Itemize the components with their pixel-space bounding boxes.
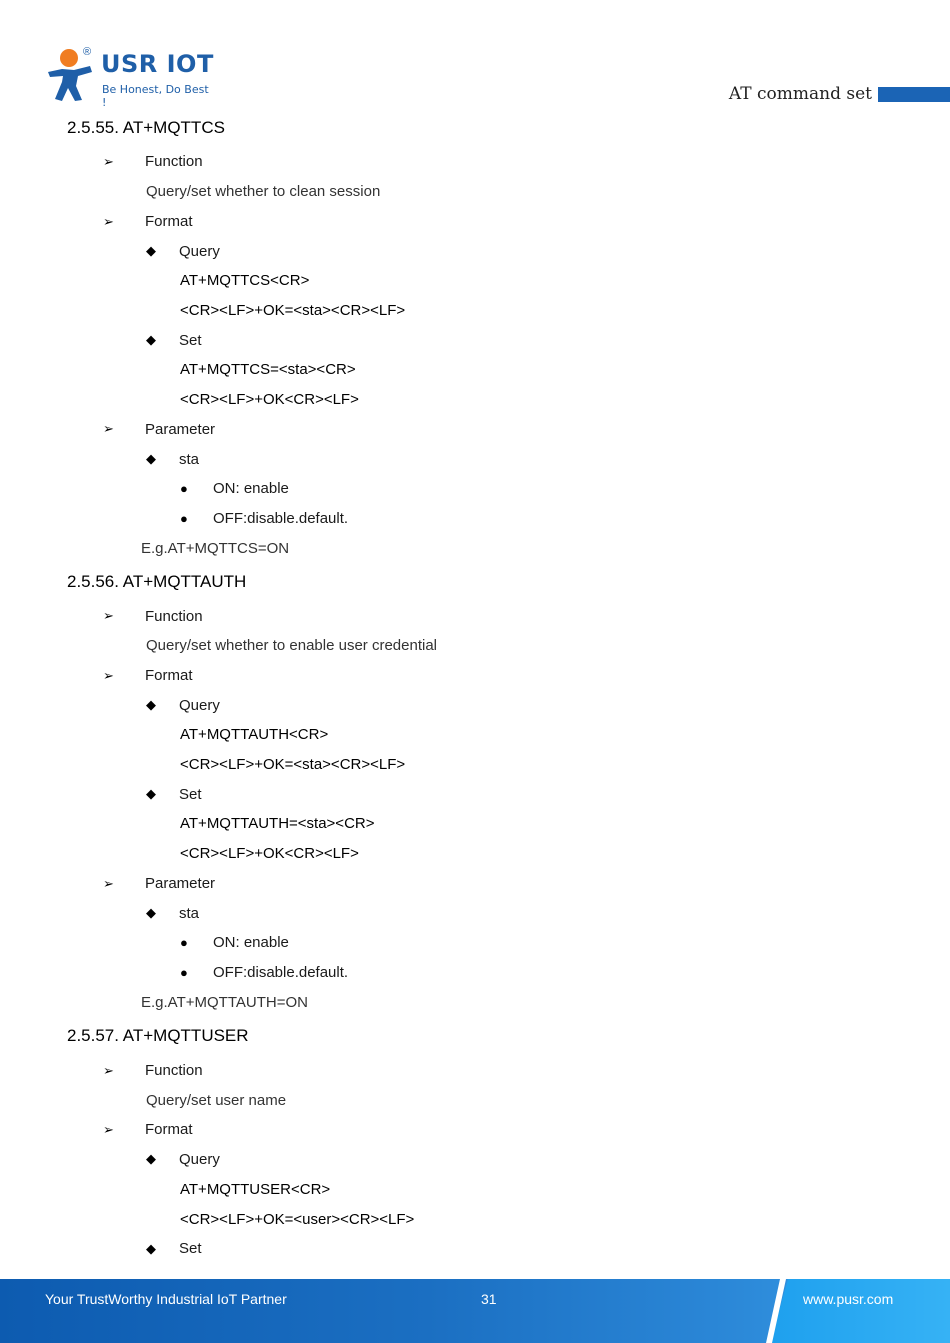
dot-bullet-icon: ● [180, 935, 188, 950]
diamond-bullet-icon: ◆ [146, 786, 156, 801]
format-label: Format [145, 1121, 193, 1138]
param-value-off: OFF:disable.default. [213, 510, 349, 527]
param-name: sta [179, 905, 200, 922]
param-name: sta [179, 451, 200, 468]
set-label: Set [179, 786, 202, 803]
set-label: Set [179, 332, 202, 349]
example-text: E.g.AT+MQTTCS=ON [141, 540, 290, 557]
arrow-bullet-icon: ➢ [103, 876, 114, 891]
query-response: <CR><LF>+OK=<user><CR><LF> [180, 1211, 415, 1228]
param-value-on: ON: enable [213, 480, 289, 497]
section-heading: 2.5.56. AT+MQTTAUTH [67, 572, 247, 591]
arrow-bullet-icon: ➢ [103, 608, 114, 623]
doc-section-title: AT command set [728, 84, 872, 104]
page-footer [0, 1279, 950, 1343]
set-label: Set [179, 1240, 202, 1257]
set-command: AT+MQTTCS=<sta><CR> [180, 361, 356, 378]
logo-tagline: Be Honest, Do Best ! [102, 83, 209, 109]
format-label: Format [145, 667, 193, 684]
arrow-bullet-icon: ➢ [103, 668, 114, 683]
param-value-on: ON: enable [213, 934, 289, 951]
query-command: AT+MQTTAUTH<CR> [180, 726, 329, 743]
arrow-bullet-icon: ➢ [103, 1122, 114, 1137]
dot-bullet-icon: ● [180, 481, 188, 496]
diamond-bullet-icon: ◆ [146, 332, 156, 347]
function-label: Function [145, 608, 203, 625]
function-description: Query/set whether to enable user credential [146, 637, 437, 654]
diamond-bullet-icon: ◆ [146, 905, 156, 920]
diamond-bullet-icon: ◆ [146, 1241, 156, 1256]
logo-text: USR IOT [101, 50, 214, 78]
param-value-off: OFF:disable.default. [213, 964, 349, 981]
parameter-label: Parameter [145, 875, 216, 892]
parameter-label: Parameter [145, 421, 216, 438]
header-accent-bar [878, 87, 950, 102]
diamond-bullet-icon: ◆ [146, 1151, 156, 1166]
dot-bullet-icon: ● [180, 965, 188, 980]
arrow-bullet-icon: ➢ [103, 1063, 114, 1078]
function-label: Function [145, 1062, 203, 1079]
footer-accent-panel [770, 1279, 950, 1343]
function-description: Query/set whether to clean session [146, 183, 381, 200]
query-command: AT+MQTTUSER<CR> [180, 1181, 331, 1198]
arrow-bullet-icon: ➢ [103, 214, 114, 229]
query-response: <CR><LF>+OK=<sta><CR><LF> [180, 302, 406, 319]
example-text: E.g.AT+MQTTAUTH=ON [141, 994, 308, 1011]
query-response: <CR><LF>+OK=<sta><CR><LF> [180, 756, 406, 773]
diamond-bullet-icon: ◆ [146, 697, 156, 712]
section-heading: 2.5.57. AT+MQTTUSER [67, 1026, 249, 1045]
footer-tagline: Your TrustWorthy Industrial IoT Partner [45, 1291, 287, 1307]
arrow-bullet-icon: ➢ [103, 421, 114, 436]
query-command: AT+MQTTCS<CR> [180, 272, 310, 289]
diamond-bullet-icon: ◆ [146, 451, 156, 466]
query-label: Query [179, 243, 220, 260]
query-label: Query [179, 1151, 220, 1168]
footer-website-link[interactable]: www.pusr.com [803, 1291, 894, 1307]
registered-mark: ® [83, 46, 92, 58]
set-response: <CR><LF>+OK<CR><LF> [180, 845, 359, 862]
arrow-bullet-icon: ➢ [103, 154, 114, 169]
dot-bullet-icon: ● [180, 511, 188, 526]
function-label: Function [145, 153, 203, 170]
query-label: Query [179, 697, 220, 714]
section-heading: 2.5.55. AT+MQTTCS [67, 118, 225, 137]
diamond-bullet-icon: ◆ [146, 243, 156, 258]
page-number: 31 [481, 1291, 497, 1307]
usr-iot-logo [46, 46, 216, 109]
set-command: AT+MQTTAUTH=<sta><CR> [180, 815, 375, 832]
set-response: <CR><LF>+OK<CR><LF> [180, 391, 359, 408]
function-description: Query/set user name [146, 1092, 287, 1109]
format-label: Format [145, 213, 193, 230]
